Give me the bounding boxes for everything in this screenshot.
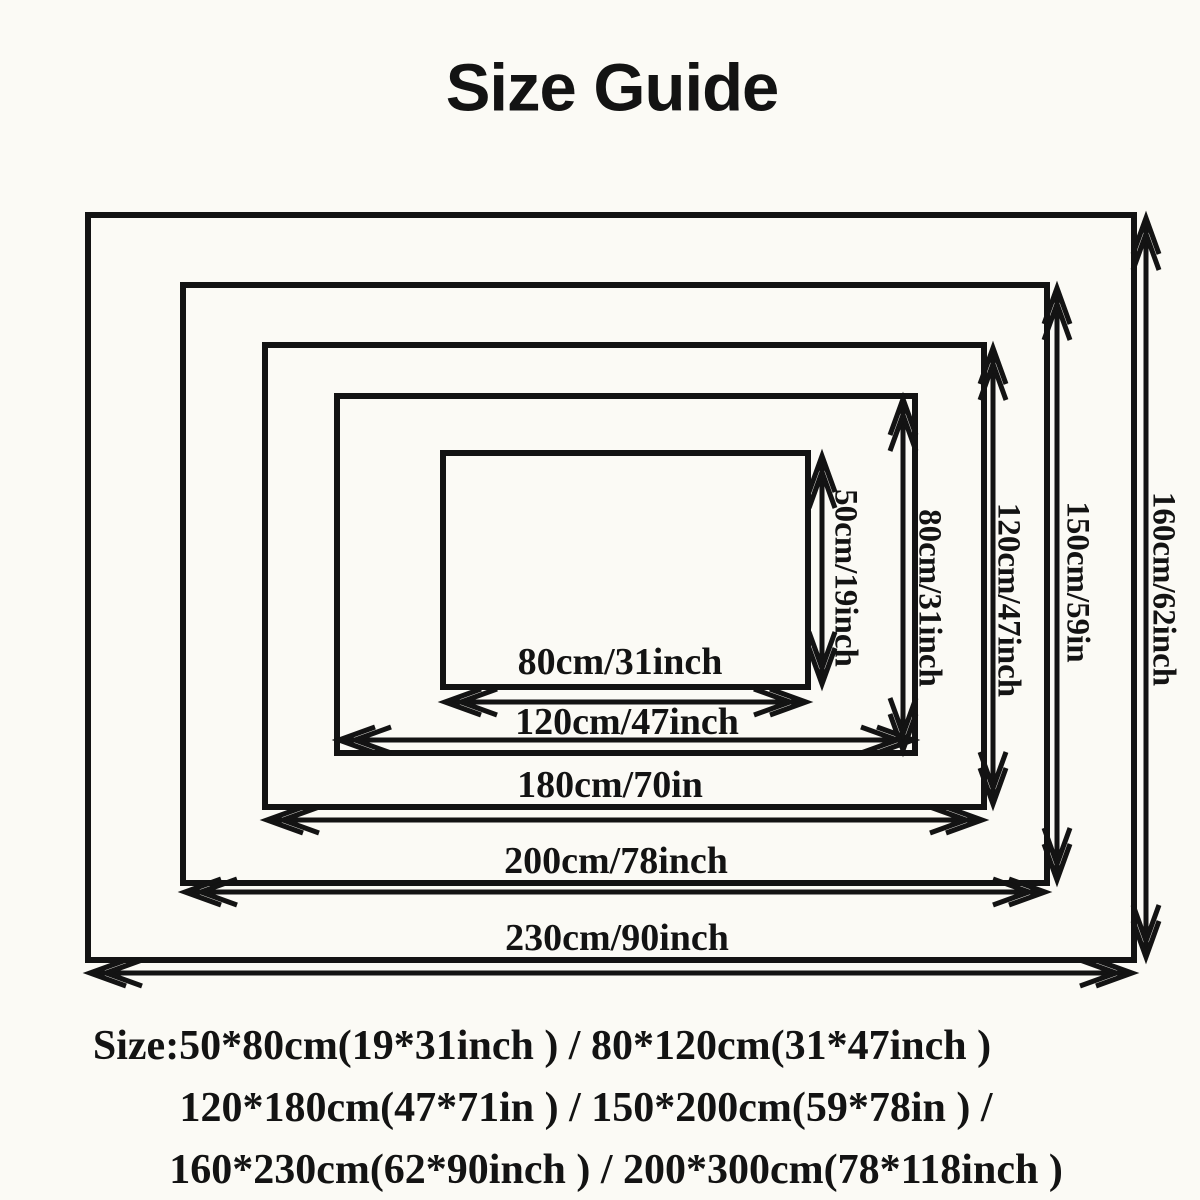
width-label-180x120: 180cm/70in <box>517 764 703 806</box>
height-label-230x160: 160cm/62inch <box>1145 491 1182 687</box>
width-label-230x160: 230cm/90inch <box>505 917 729 959</box>
height-label-180x120: 120cm/47inch <box>990 502 1027 698</box>
page-title: Size Guide <box>445 50 779 126</box>
footer-size-list-line-1: Size:50*80cm(19*31inch ) / 80*120cm(31*47inch ) <box>92 1023 992 1069</box>
width-label-120x80: 120cm/47inch <box>515 701 739 743</box>
size-rect-120x80 <box>337 396 915 753</box>
height-label-120x80: 80cm/31inch <box>911 509 948 687</box>
height-label-80x50: 50cm/19inch <box>827 489 864 667</box>
height-label-200x150: 150cm/59in <box>1059 501 1096 663</box>
width-label-80x50: 80cm/31inch <box>517 641 723 683</box>
width-label-200x150: 200cm/78inch <box>504 840 728 882</box>
size-rect-80x50 <box>443 453 808 687</box>
footer-size-list-line-3: 160*230cm(62*90inch ) / 200*300cm(78*118inch ) <box>169 1147 1063 1193</box>
size-rect-230x160 <box>88 215 1134 960</box>
footer-size-list-line-2: 120*180cm(47*71in ) / 150*200cm(59*78in ) / <box>179 1085 993 1131</box>
